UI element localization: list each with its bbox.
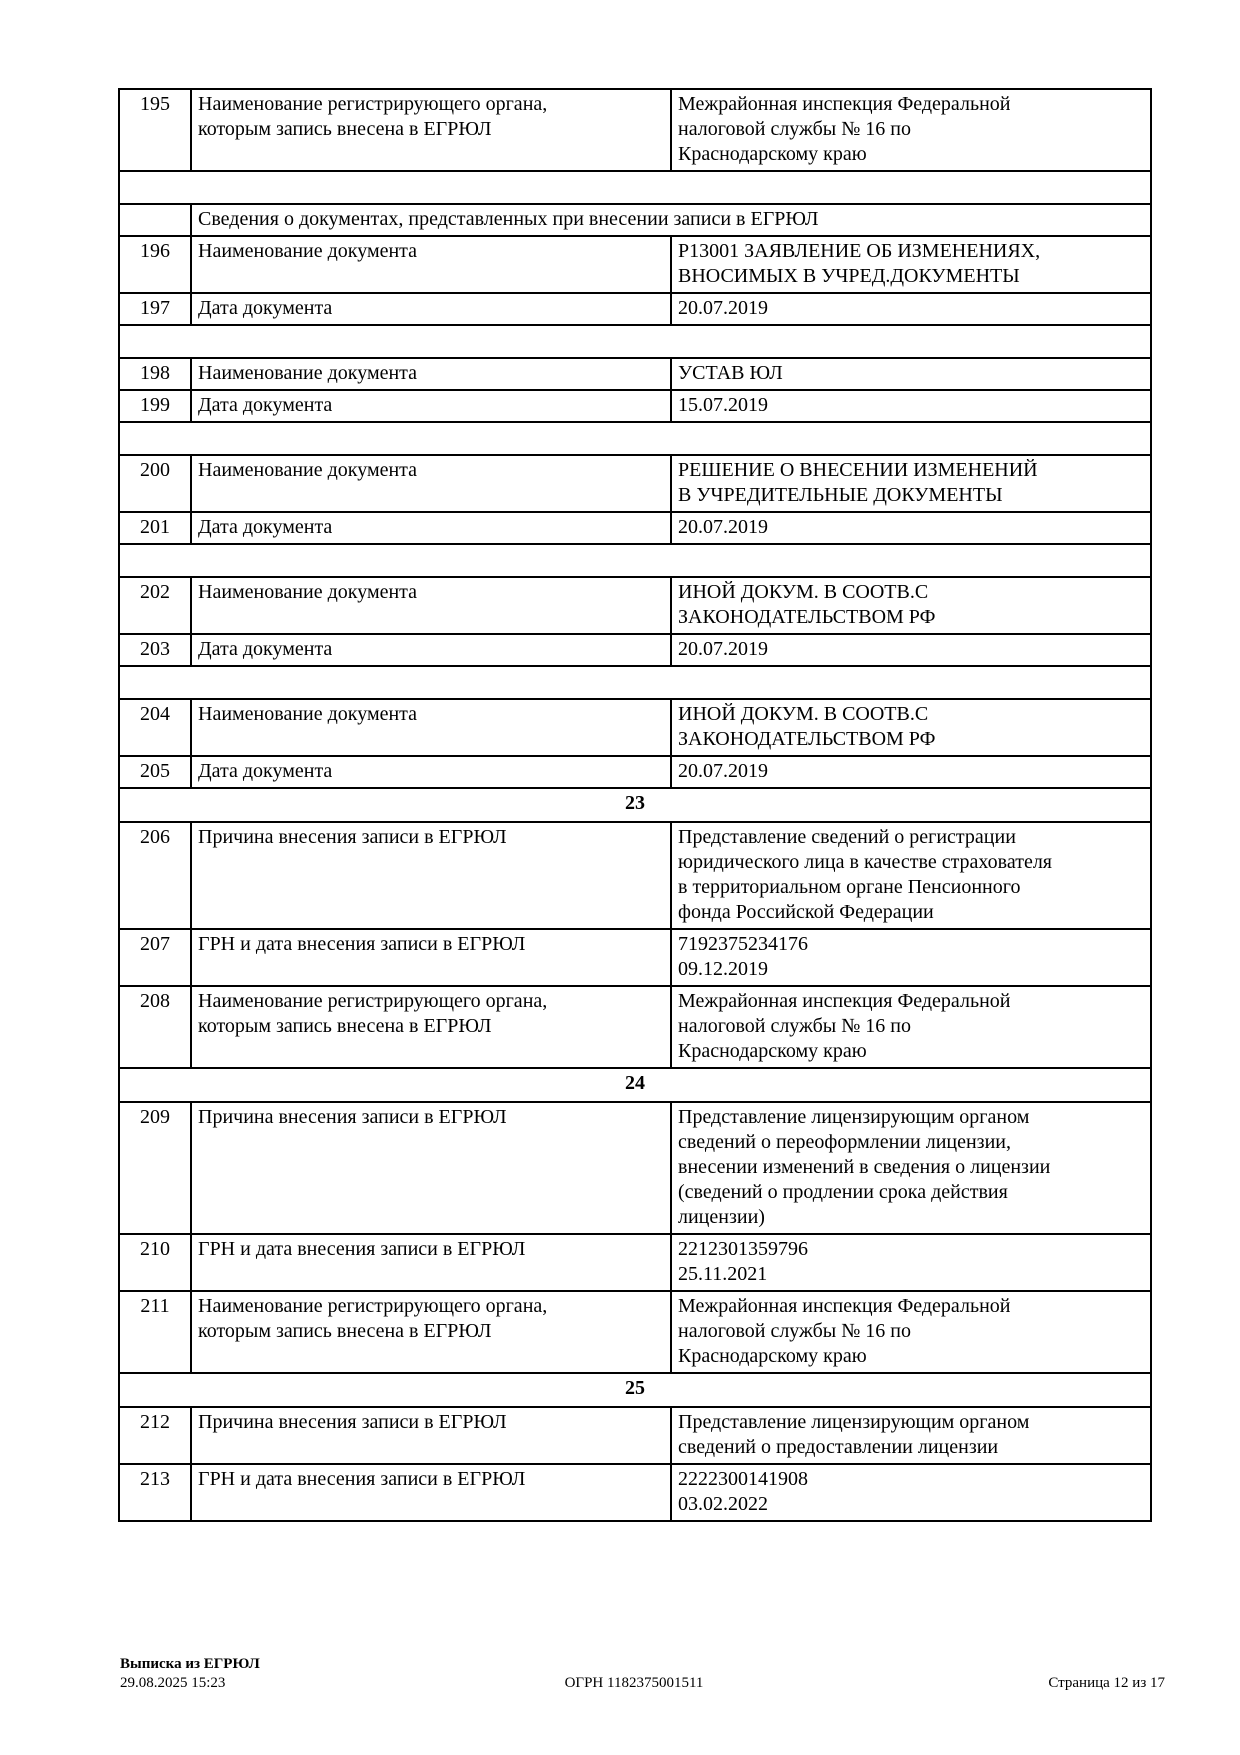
row-value: 20.07.2019: [671, 756, 1151, 788]
row-number: 196: [119, 236, 191, 293]
section-row: [119, 1068, 1151, 1102]
row-label: ГРН и дата внесения записи в ЕГРЮЛ: [191, 929, 671, 986]
separator-cell: [119, 325, 1151, 358]
row-label: Дата документа: [191, 293, 671, 325]
row-label: Дата документа: [191, 512, 671, 544]
separator-row: [119, 544, 1151, 577]
row-label: Наименование документа: [191, 236, 671, 293]
table-row: [119, 358, 1151, 390]
row-value: 2212301359796 25.11.2021: [671, 1234, 1151, 1291]
section-number: 25: [119, 1373, 1151, 1407]
row-number: 207: [119, 929, 191, 986]
row-value: Р13001 ЗАЯВЛЕНИЕ ОБ ИЗМЕНЕНИЯХ, ВНОСИМЫХ В УЧРЕД.ДОКУМЕНТЫ: [671, 236, 1151, 293]
row-label: Причина внесения записи в ЕГРЮЛ: [191, 1407, 671, 1464]
section-number: 23: [119, 788, 1151, 822]
table-row: [119, 455, 1151, 512]
row-label: Наименование документа: [191, 577, 671, 634]
egrul-table-body: [119, 89, 1151, 1521]
section-number: 24: [119, 1068, 1151, 1102]
separator-cell: [119, 422, 1151, 455]
table-row: [119, 1102, 1151, 1234]
row-value: Представление лицензирующим органом сведений о переоформлении лицензии, внесении изменений в сведения о лицензии (сведений о продлении срока действия лицензии): [671, 1102, 1151, 1234]
footer-doc-title: Выписка из ЕГРЮЛ: [120, 1656, 260, 1672]
row-number: 211: [119, 1291, 191, 1373]
subheader-text: Сведения о документах, представленных при внесении записи в ЕГРЮЛ: [191, 204, 1151, 236]
row-value: 20.07.2019: [671, 512, 1151, 544]
separator-cell: [119, 171, 1151, 204]
row-number: 199: [119, 390, 191, 422]
separator-cell: [119, 666, 1151, 699]
row-value: 2222300141908 03.02.2022: [671, 1464, 1151, 1521]
table-row: [119, 577, 1151, 634]
footer-datetime: 29.08.2025 15:23: [120, 1675, 226, 1691]
row-label: Дата документа: [191, 756, 671, 788]
row-number: 202: [119, 577, 191, 634]
row-value: УСТАВ ЮЛ: [671, 358, 1151, 390]
row-label: Наименование регистрирующего органа, которым запись внесена в ЕГРЮЛ: [191, 89, 671, 171]
row-label: Причина внесения записи в ЕГРЮЛ: [191, 1102, 671, 1234]
table-row: [119, 1464, 1151, 1521]
separator-cell: [119, 544, 1151, 577]
row-label: Дата документа: [191, 634, 671, 666]
table-row: [119, 89, 1151, 171]
row-value: Межрайонная инспекция Федеральной налоговой службы № 16 по Краснодарскому краю: [671, 986, 1151, 1068]
separator-row: [119, 325, 1151, 358]
row-label: Причина внесения записи в ЕГРЮЛ: [191, 822, 671, 929]
row-number: 210: [119, 1234, 191, 1291]
row-value: 15.07.2019: [671, 390, 1151, 422]
row-number: 201: [119, 512, 191, 544]
table-row: [119, 236, 1151, 293]
row-label: ГРН и дата внесения записи в ЕГРЮЛ: [191, 1464, 671, 1521]
row-label: ГРН и дата внесения записи в ЕГРЮЛ: [191, 1234, 671, 1291]
table-row: [119, 293, 1151, 325]
table-row: [119, 822, 1151, 929]
row-number: 195: [119, 89, 191, 171]
section-row: [119, 788, 1151, 822]
row-label: Дата документа: [191, 390, 671, 422]
row-number: 205: [119, 756, 191, 788]
separator-row: [119, 422, 1151, 455]
row-label: Наименование регистрирующего органа, которым запись внесена в ЕГРЮЛ: [191, 1291, 671, 1373]
empty-number-cell: [119, 204, 191, 236]
row-label: Наименование регистрирующего органа, которым запись внесена в ЕГРЮЛ: [191, 986, 671, 1068]
egrul-table: [118, 88, 1152, 1522]
row-label: Наименование документа: [191, 699, 671, 756]
row-value: Представление сведений о регистрации юридического лица в качестве страхователя в территориальном органе Пенсионного фонда Российской Федерации: [671, 822, 1151, 929]
row-number: 204: [119, 699, 191, 756]
row-number: 208: [119, 986, 191, 1068]
row-number: 198: [119, 358, 191, 390]
row-number: 200: [119, 455, 191, 512]
row-number: 213: [119, 1464, 191, 1521]
table-row: [119, 634, 1151, 666]
row-value: ИНОЙ ДОКУМ. В СООТВ.С ЗАКОНОДАТЕЛЬСТВОМ РФ: [671, 577, 1151, 634]
table-row: [119, 699, 1151, 756]
row-value: Межрайонная инспекция Федеральной налоговой службы № 16 по Краснодарскому краю: [671, 89, 1151, 171]
table-row: [119, 512, 1151, 544]
separator-row: [119, 171, 1151, 204]
table-row: [119, 1291, 1151, 1373]
row-value: 20.07.2019: [671, 634, 1151, 666]
row-value: 7192375234176 09.12.2019: [671, 929, 1151, 986]
table-row: [119, 1234, 1151, 1291]
row-label: Наименование документа: [191, 358, 671, 390]
table-row: [119, 390, 1151, 422]
footer-ogrn: ОГРН 1182375001511: [564, 1675, 704, 1691]
section-row: [119, 1373, 1151, 1407]
table-row: [119, 986, 1151, 1068]
row-value: Представление лицензирующим органом сведений о предоставлении лицензии: [671, 1407, 1151, 1464]
row-value: РЕШЕНИЕ О ВНЕСЕНИИ ИЗМЕНЕНИЙ В УЧРЕДИТЕЛЬНЫЕ ДОКУМЕНТЫ: [671, 455, 1151, 512]
row-value: 20.07.2019: [671, 293, 1151, 325]
row-label: Наименование документа: [191, 455, 671, 512]
row-number: 197: [119, 293, 191, 325]
table-row: [119, 1407, 1151, 1464]
subheader-row: [119, 204, 1151, 236]
table-row: [119, 929, 1151, 986]
row-value: Межрайонная инспекция Федеральной налоговой службы № 16 по Краснодарскому краю: [671, 1291, 1151, 1373]
row-number: 203: [119, 634, 191, 666]
table-row: [119, 756, 1151, 788]
row-value: ИНОЙ ДОКУМ. В СООТВ.С ЗАКОНОДАТЕЛЬСТВОМ РФ: [671, 699, 1151, 756]
row-number: 206: [119, 822, 191, 929]
footer-page-number: Страница 12 из 17: [1048, 1675, 1165, 1691]
row-number: 212: [119, 1407, 191, 1464]
row-number: 209: [119, 1102, 191, 1234]
separator-row: [119, 666, 1151, 699]
